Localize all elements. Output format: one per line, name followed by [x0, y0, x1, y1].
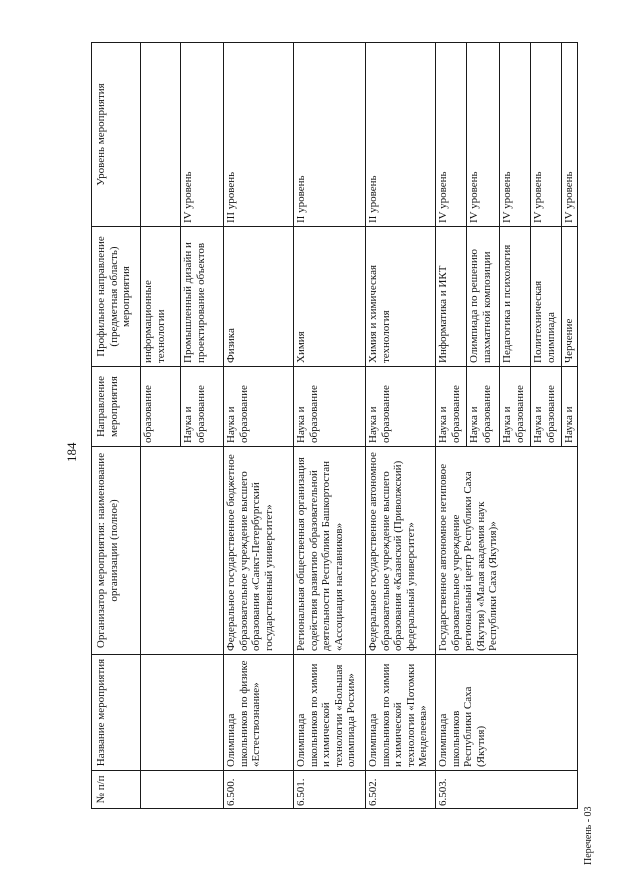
cell-name: Олимпиада школьников по химии и химической технологии «Потомки Менделеева»	[366, 655, 436, 771]
page-number: 184	[64, 442, 79, 462]
cell-level: II уровень	[294, 43, 366, 227]
cell-direction: Наука и образование	[181, 367, 224, 447]
cell-organizer: Федеральное государственное бюджетное образовательное учреждение высшего образования «Санкт-Петербургский государственный университет»	[224, 447, 294, 655]
header-profile: Профильное направление (предметная область) мероприятия	[92, 227, 141, 367]
cell-name: Олимпиада школьников по физике «Естествознание»	[224, 655, 294, 771]
cell-profile: Химия и химическая технология	[366, 227, 436, 367]
cell-level: IV уровень	[531, 43, 562, 227]
cell-name: Олимпиада школьников Республики Саха (Якутия)	[436, 655, 578, 771]
cell-level: IV уровень	[181, 43, 224, 227]
cell-level: II уровень	[366, 43, 436, 227]
cell-profile: Педагогика и психология	[500, 227, 531, 367]
cell-profile: Промышленный дизайн и проектирование объектов	[181, 227, 224, 367]
cell-organizer: Региональная общественная организация содействия развитию образовательной деятельности Республики Башкортостан «Ассоциация наставников»	[294, 447, 366, 655]
cell-level: III уровень	[224, 43, 294, 227]
cell-level: IV уровень	[436, 43, 467, 227]
cell-direction: Наука и образование	[224, 367, 294, 447]
cell-organizer: Федеральное государственное автономное образовательное учреждение высшего образования «Казанский (Приволжский) федеральный университет»	[366, 447, 436, 655]
cell-number	[141, 771, 224, 809]
cell-direction: Наука и образование	[500, 367, 531, 447]
header-level: Уровень мероприятия	[92, 43, 141, 227]
cell-level	[141, 43, 181, 227]
cell-level: IV уровень	[500, 43, 531, 227]
cell-profile: Физика	[224, 227, 294, 367]
cell-organizer: Государственное автономное нетиповое образовательное учреждение региональный центр Республики Саха (Якутия) «Малая академия наук Республики Саха (Якутия)»	[436, 447, 578, 655]
cell-number: 6.502.	[366, 771, 436, 809]
cell-profile: информационные технологии	[141, 227, 181, 367]
cell-profile: Политехническая олимпиада	[531, 227, 562, 367]
table-row	[224, 43, 294, 809]
cell-direction: Наука и образование	[294, 367, 366, 447]
cell-direction: образование	[141, 367, 181, 447]
cell-number: 6.503.	[436, 771, 578, 809]
cell-direction: Наука и образование	[366, 367, 436, 447]
header-number: № п/п	[92, 771, 141, 809]
cell-direction: Наука и образование	[436, 367, 467, 447]
cell-level: IV уровень	[467, 43, 500, 227]
table-row	[436, 43, 467, 809]
cell-organizer	[141, 447, 224, 655]
table-row	[294, 43, 366, 809]
header-direction: Направление мероприятия	[92, 367, 141, 447]
cell-number: 6.500.	[224, 771, 294, 809]
cell-direction: Наука и образование	[531, 367, 562, 447]
cell-direction: Наука и образование	[467, 367, 500, 447]
events-table	[91, 42, 578, 809]
cell-profile: Олимпиада по решению шахматной композиции	[467, 227, 500, 367]
cell-profile: Химия	[294, 227, 366, 367]
cell-profile: Информатика и ИКТ	[436, 227, 467, 367]
cell-number: 6.501.	[294, 771, 366, 809]
table-row	[141, 43, 181, 809]
cell-name	[141, 655, 224, 771]
footer-label: Перечень - 03	[583, 806, 594, 865]
header-name: Название мероприятия	[92, 655, 141, 771]
table-header-row	[92, 43, 141, 809]
cell-direction: Наука и	[562, 367, 578, 447]
cell-profile: Черчение	[562, 227, 578, 367]
cell-level: IV уровень	[562, 43, 578, 227]
header-organizer: Организатор мероприятия: наименование организации (полное)	[92, 447, 141, 655]
table-row	[366, 43, 436, 809]
cell-name: Олимпиада школьников по химии и химической технологии «Большая олимпиада Росхим»	[294, 655, 366, 771]
